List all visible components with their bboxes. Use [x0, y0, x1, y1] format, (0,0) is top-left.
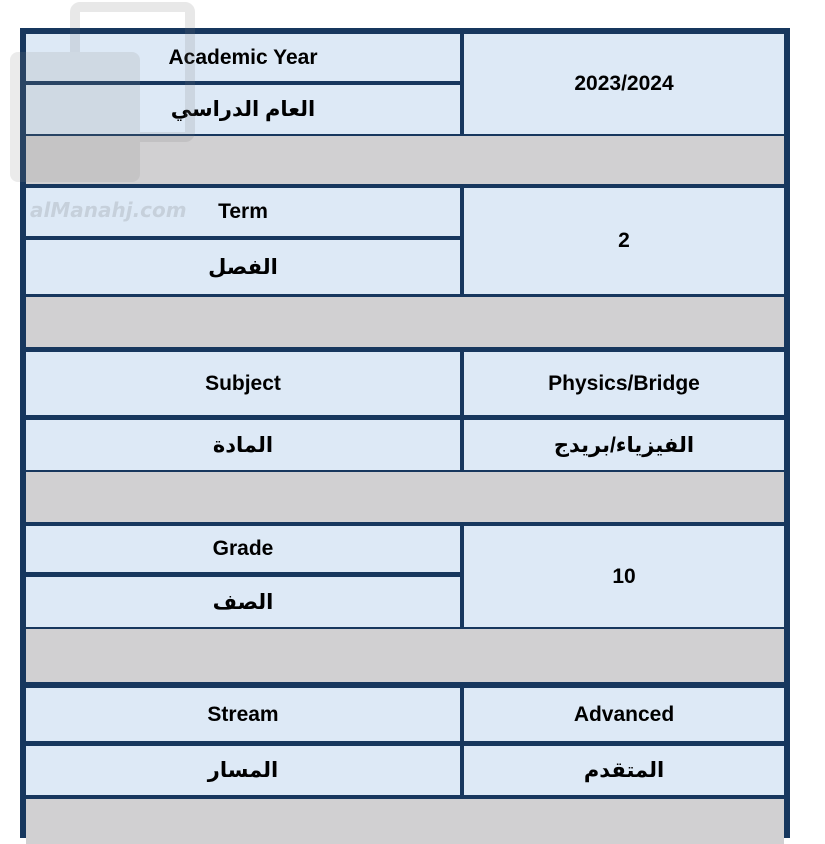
separator-row: [26, 472, 784, 522]
term-label-en: Term: [26, 188, 460, 236]
subject-value-ar: الفيزياء/بريدج: [464, 420, 784, 470]
academic-year-label-ar: العام الدراسي: [26, 85, 460, 134]
subject-value-en: Physics/Bridge: [464, 352, 784, 415]
subject-label-ar: المادة: [26, 420, 460, 470]
separator-row: [26, 629, 784, 682]
subject-label-en: Subject: [26, 352, 460, 415]
separator-row: [26, 297, 784, 347]
academic-year-label-en: Academic Year: [26, 34, 460, 81]
academic-year-value: 2023/2024: [464, 34, 784, 134]
stream-label-en: Stream: [26, 688, 460, 741]
grade-label-ar: الصف: [26, 577, 460, 627]
stream-label-ar: المسار: [26, 746, 460, 795]
grade-label-en: Grade: [26, 526, 460, 572]
stream-value-en: Advanced: [464, 688, 784, 741]
grade-value: 10: [464, 526, 784, 627]
separator-row: [26, 136, 784, 184]
stream-value-ar: المتقدم: [464, 746, 784, 795]
term-label-ar: الفصل: [26, 240, 460, 294]
info-table: [20, 28, 790, 838]
term-value: 2: [464, 188, 784, 294]
